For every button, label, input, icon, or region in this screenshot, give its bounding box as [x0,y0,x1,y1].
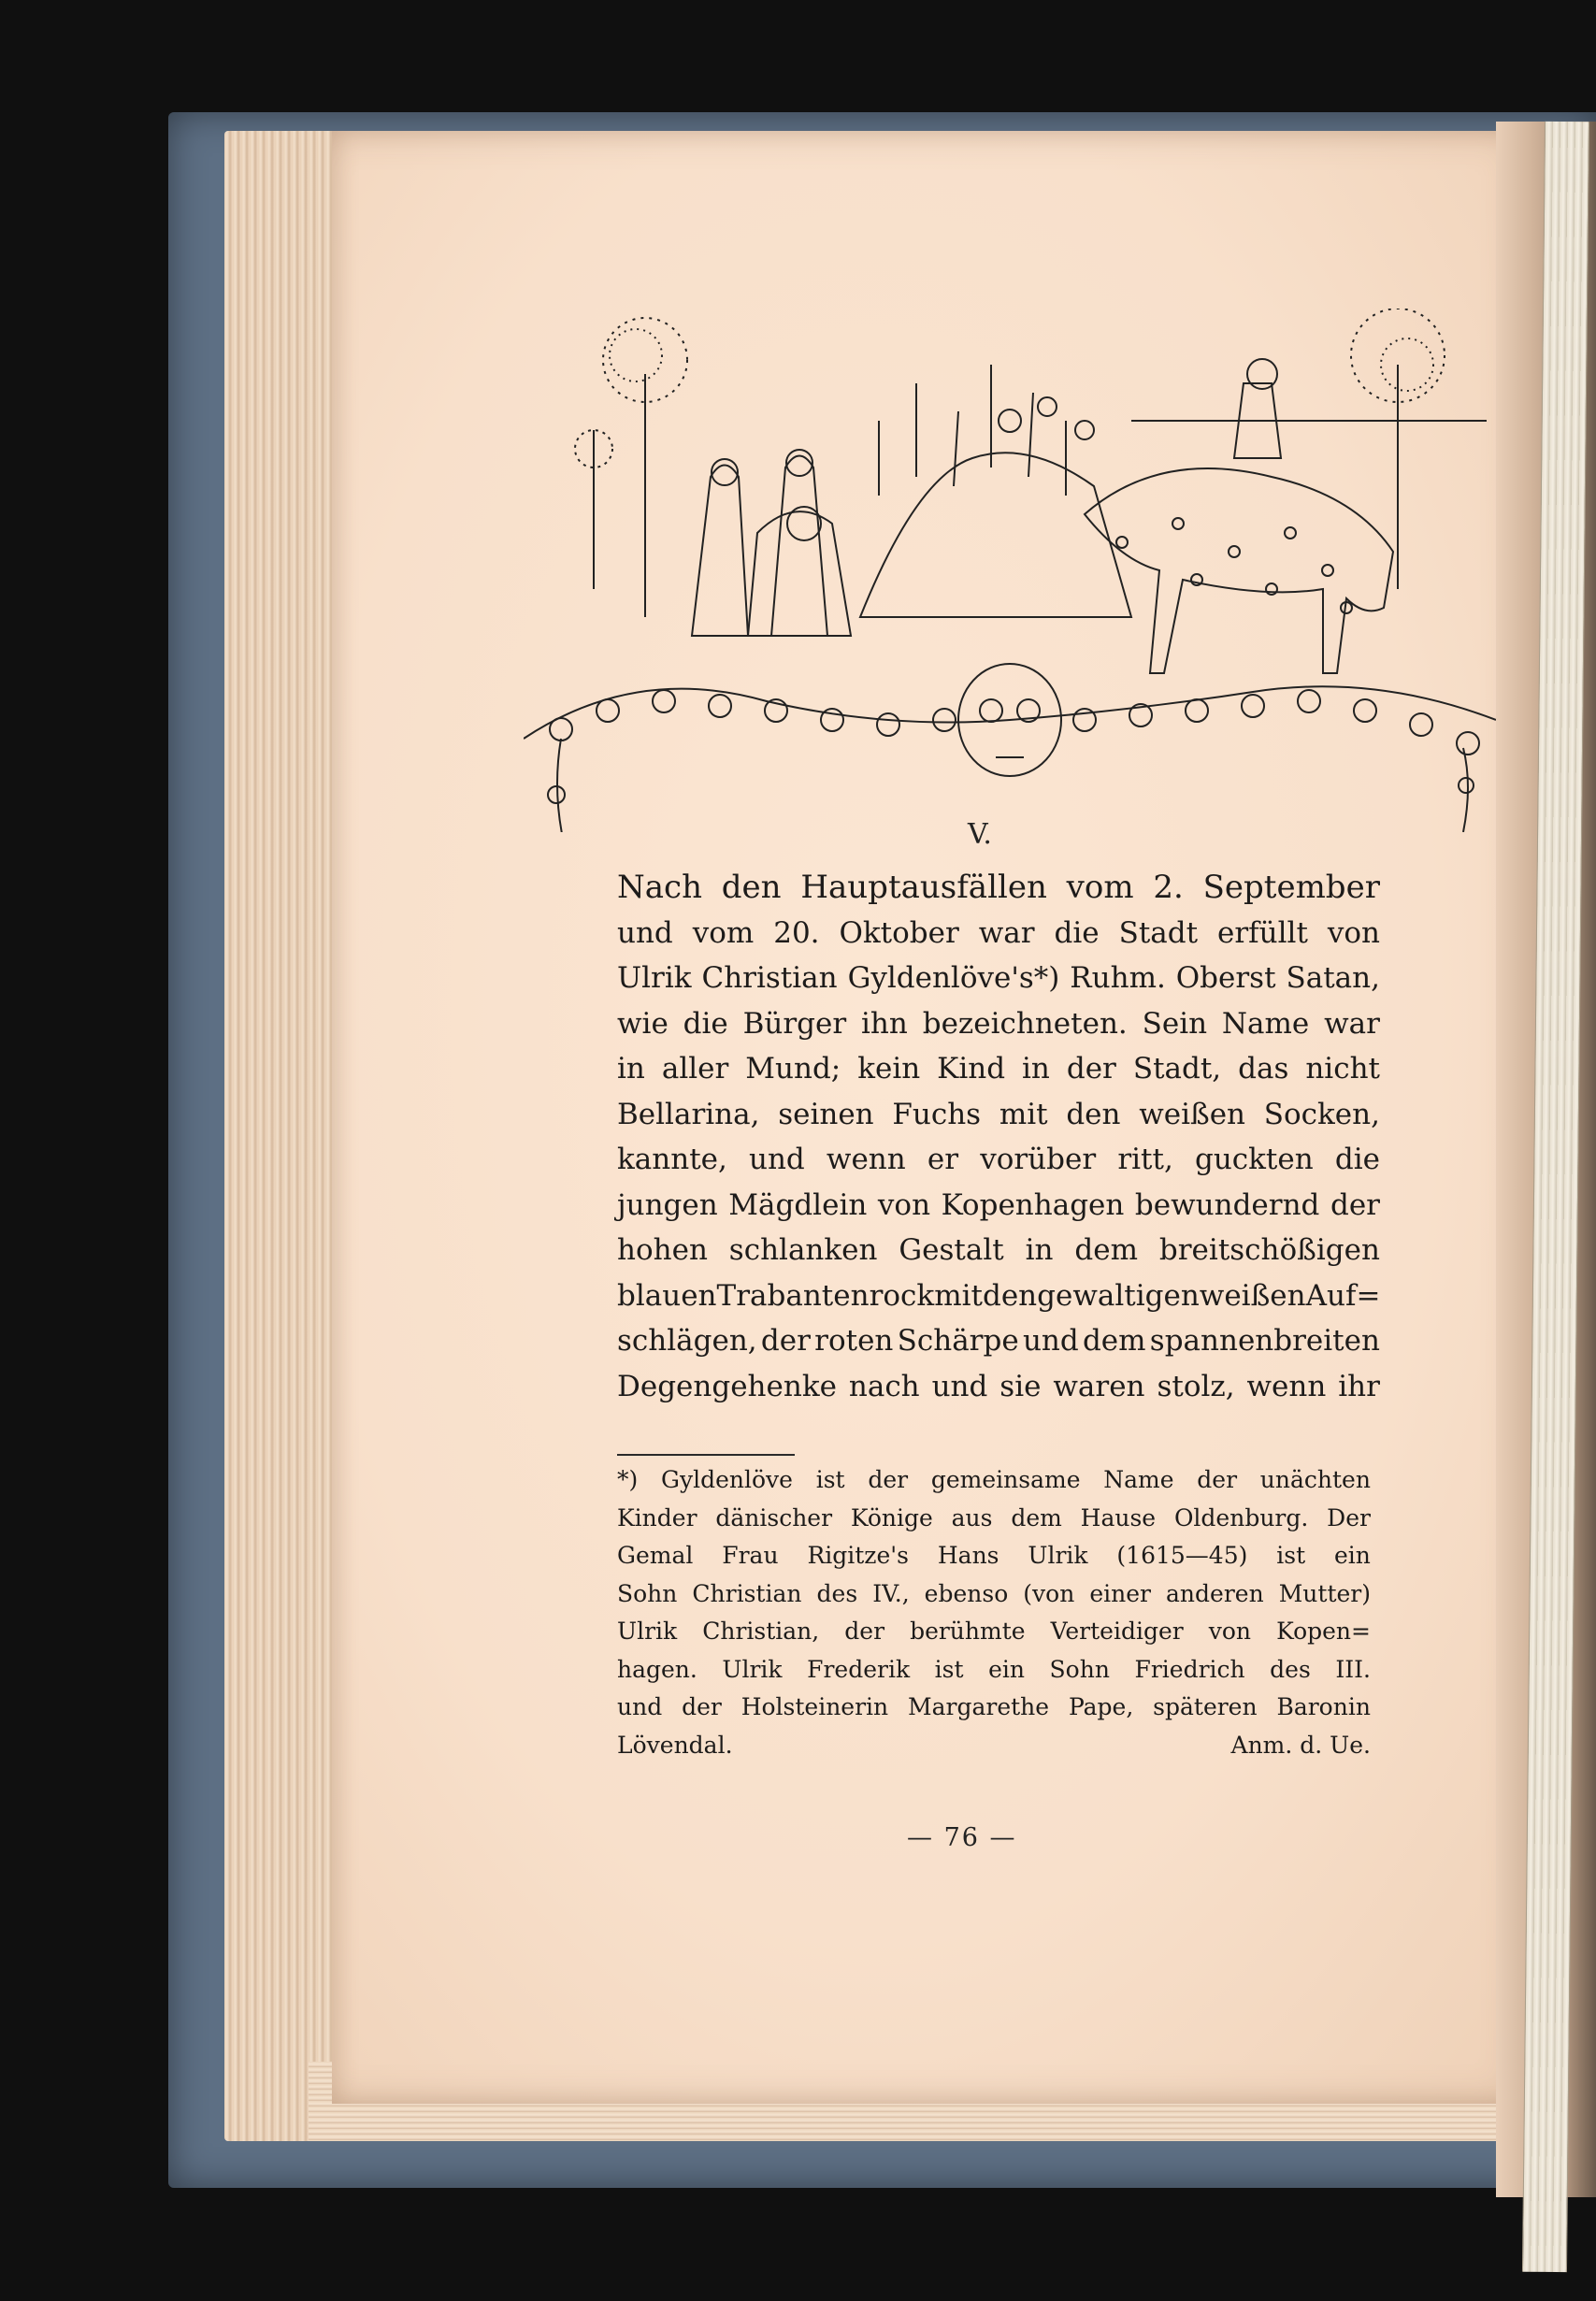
text-line: schlägen, der roten Schärpe und dem spannenbreiten [617,1324,1380,1358]
text-line: Degengehenke nach und sie waren stolz, wenn ihr [617,1369,1380,1403]
footnote-last-line [617,1727,1371,1765]
text-line: und vom 20. Oktober war die Stadt erfüllt von [617,915,1380,950]
footnote-line: und der Holsteinerin Margarethe Pape, späteren Baronin [617,1693,1371,1720]
footnote-attribution: Anm. d. Ue. [1230,1731,1371,1759]
text-line: Bellarina, seinen Fuchs mit den weißen Socken, [617,1097,1380,1131]
footnote [617,1461,1371,1764]
text-line: jungen Mägdlein von Kopenhagen bewundernd der [617,1187,1380,1222]
chapter-illustration [524,309,1496,832]
text-line: in aller Mund; kein Kind in der Stadt, das nicht [617,1052,1380,1086]
chapter-number: V. [968,818,992,851]
text-line: Nach den Hauptausfällen vom 2. September [617,869,1380,906]
text-line: kannte, und wenn er vorüber ritt, guckten die [617,1143,1380,1176]
text-line: blauen Trabantenrock mit den gewaltigen weißen Auf= [617,1278,1381,1313]
page-number: — 76 — [907,1823,1017,1852]
footnote-line: Sohn Christian des IV., ebenso (von einer anderen Mutter) [617,1579,1371,1607]
footnote-line: hagen. Ulrik Frederik ist ein Sohn Friedrich des III. [617,1655,1371,1683]
body-text [617,865,1380,1409]
footnote-line: Gemal Frau Rigitze's Hans Ulrik (1615—45) ist ein [617,1542,1371,1569]
footnote-line: Ulrik Christian, der berühmte Verteidiger von Kopen= [617,1618,1371,1645]
text-line: hohen schlanken Gestalt in dem breitschößigen [617,1233,1380,1267]
footnote-divider [617,1454,795,1456]
footnote-line: Kinder dänischer Könige aus dem Hause Oldenburg. Der [617,1503,1371,1532]
footnote-line: *) Gyldenlöve ist der gemeinsame Name der unächten [617,1466,1371,1493]
text-line: wie die Bürger ihn bezeichneten. Sein Name war [617,1006,1380,1041]
text-line: Ulrik Christian Gyldenlöve's*) Ruhm. Oberst Satan, [617,961,1380,995]
footnote-last-word: Lövendal. [617,1731,733,1759]
